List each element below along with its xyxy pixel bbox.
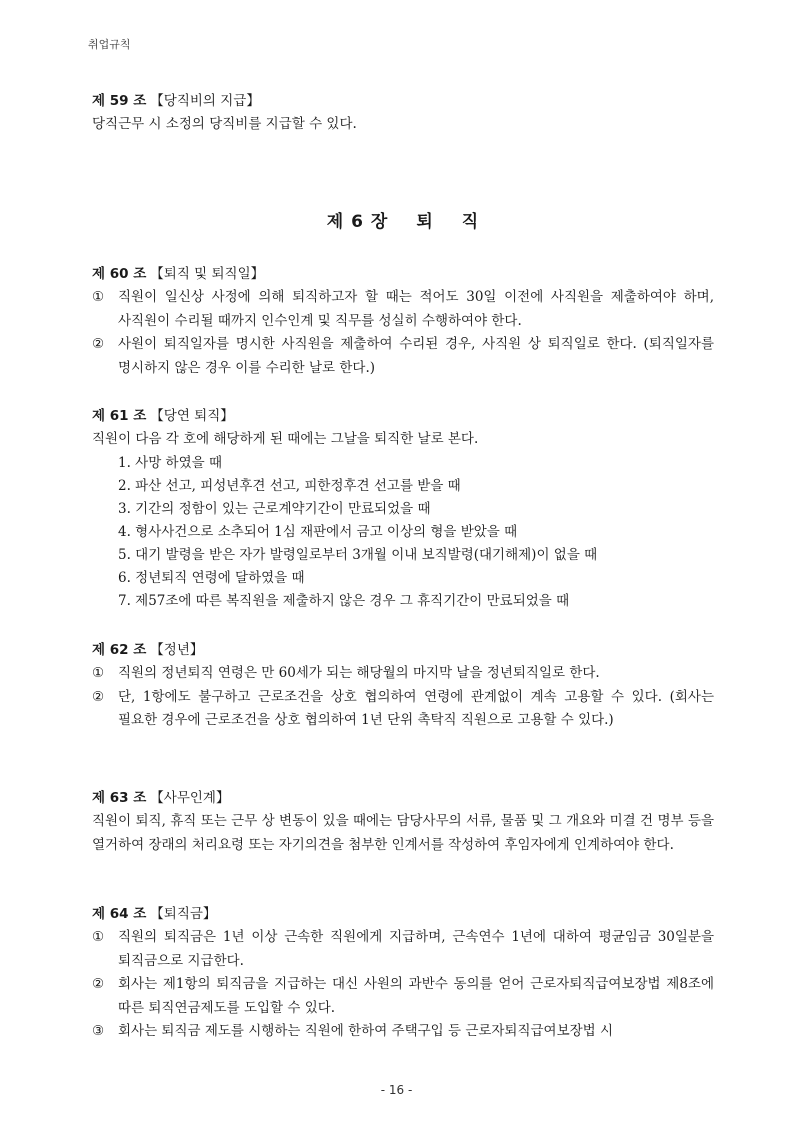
article-60-title: 【퇴직 및 퇴직일】 (150, 266, 265, 282)
article-59 (92, 90, 714, 137)
article-64-item: ② 회사는 제1항의 퇴직금을 지급하는 대신 사원의 과반수 동의를 얻어 근로자퇴직급여보장법 제8조에 따른 퇴직연금제도를 도입할 수 있다. (92, 976, 714, 1016)
chapter-title-char-2: 직 (461, 212, 480, 232)
article-59-number: 제 59 조 (92, 93, 147, 109)
article-62-item: ② 단, 1항에도 불구하고 근로조건을 상호 협의하여 연령에 관계없이 계속 고용할 수 있다. (회사는 필요한 경우에 근로조건을 상호 협의하여 1년 단위 촉탁직 직원으로 고용할 수 있다.) (92, 688, 714, 728)
article-59-title: 【당직비의 지급】 (150, 93, 260, 109)
article-61 (92, 405, 714, 613)
article-64-item: ① 직원의 퇴직금은 1년 이상 근속한 직원에게 지급하며, 근속연수 1년에 대하여 평균임금 30일분을 퇴직금으로 지급한다. (92, 929, 714, 969)
article-64 (92, 903, 714, 1044)
article-61-list-item: 3. 기간의 정함이 있는 근로계약기간이 만료되었을 때 (118, 500, 431, 517)
chapter-number: 제 6 장 (326, 212, 389, 232)
article-60-heading (92, 263, 714, 286)
article-63-title: 【사무인계】 (150, 790, 230, 806)
article-64-title: 【퇴직금】 (150, 906, 217, 922)
article-62-number: 제 62 조 (92, 642, 147, 658)
article-61-heading (92, 405, 714, 428)
article-63-number: 제 63 조 (92, 790, 147, 806)
article-62-item: ① 직원의 정년퇴직 연령은 만 60세가 되는 해당월의 마지막 날을 정년퇴직일로 한다. (92, 665, 600, 681)
article-61-list-item: 1. 사망 하였을 때 (118, 454, 222, 471)
document-header-title: 취업규칙 (88, 38, 131, 51)
article-60-item: ② 사원이 퇴직일자를 명시한 사직원을 제출하여 수리된 경우, 사직원 상 퇴직일로 한다. (퇴직일자를 명시하지 않은 경우 이를 수리한 날로 한다.) (92, 336, 714, 376)
article-59-heading (92, 90, 714, 113)
article-61-list-item: 2. 파산 선고, 피성년후견 선고, 피한정후견 선고를 받을 때 (118, 477, 461, 494)
article-61-intro: 직원이 다음 각 호에 해당하게 된 때에는 그날을 퇴직한 날로 본다. (92, 431, 479, 447)
article-60 (92, 263, 714, 380)
article-64-heading (92, 903, 714, 926)
article-64-number: 제 64 조 (92, 906, 147, 922)
article-61-list-item: 7. 제57조에 따른 복직원을 제출하지 않은 경우 그 휴직기간이 만료되었을 때 (118, 592, 570, 609)
article-64-item: ③ 회사는 퇴직금 제도를 시행하는 직원에 한하여 주택구입 등 근로자퇴직급여보장법 시 (92, 1023, 614, 1039)
article-62 (92, 639, 714, 733)
chapter-heading (92, 207, 714, 232)
article-63-heading (92, 787, 714, 810)
article-60-item: ① 직원이 일신상 사정에 의해 퇴직하고자 할 때는 적어도 30일 이전에 사직원을 제출하여야 하며, 사직원이 수리될 때까지 인수인계 및 직무를 성실히 수행하여야 한다. (92, 289, 714, 329)
article-61-list-item: 5. 대기 발령을 받은 자가 발령일로부터 3개월 이내 보직발령(대기해제)이 없을 때 (118, 546, 598, 563)
article-63-body: 직원이 퇴직, 휴직 또는 근무 상 변동이 있을 때에는 담당사무의 서류, 물품 및 그 개요와 미결 건 명부 등을 열거하여 장래의 처리요령 또는 자기의견을 첨부한 인계서를 작성하여 후임자에게 인계하여야 한다. (92, 813, 714, 853)
chapter-title-char-1: 퇴 (416, 212, 434, 232)
article-59-body: 당직근무 시 소정의 당직비를 지급할 수 있다. (92, 116, 357, 132)
article-63 (92, 787, 714, 857)
article-61-title: 【당연 퇴직】 (150, 408, 234, 424)
article-61-list-item: 6. 정년퇴직 연령에 달하였을 때 (118, 569, 305, 586)
article-61-list-item: 4. 형사사건으로 소추되어 1심 재판에서 금고 이상의 형을 받았을 때 (118, 523, 518, 540)
article-61-number: 제 61 조 (92, 408, 147, 424)
page-number: - 16 - (380, 1083, 413, 1097)
article-62-heading (92, 639, 714, 662)
article-62-title: 【정년】 (150, 642, 204, 658)
article-60-number: 제 60 조 (92, 266, 147, 282)
